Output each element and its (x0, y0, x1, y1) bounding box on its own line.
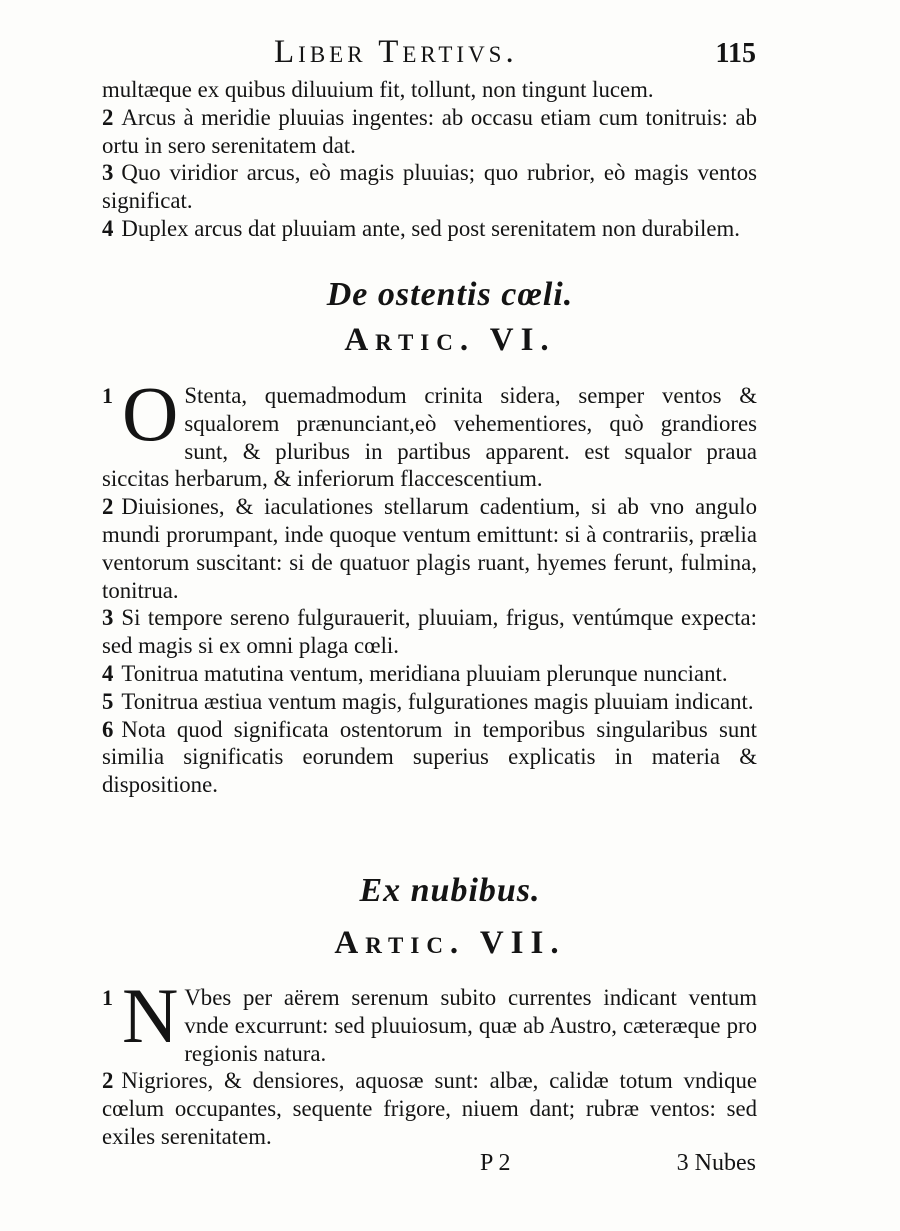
paragraph-number: 1 (102, 985, 113, 1010)
paragraph-number: 2 (102, 104, 114, 130)
article-heading: Artic. VI. (344, 322, 556, 358)
page-number: 115 (715, 38, 756, 69)
paragraph (102, 104, 757, 160)
paragraph-text: Tonitrua matutina ventum, meridiana pluuiam plerunque nunciant. (121, 660, 728, 686)
paragraph-text: Stenta, quemadmodum crinita sidera, semper ventos & squalorem prænunciant,eò vehementiores, quò grandiores sunt, & pluribus in partibus apparent. est squalor praua siccitas herbarum, & inferiorum flaccescentium. (102, 383, 757, 492)
paragraph-text: Diuisiones, & iaculationes stellarum cadentium, si ab vno angulo mundi prorumpant, inde quoque ventum emittunt: si à contrariis, prælia ventorum suscitant: si de quatuor plagis ruant, hyemes ferunt, fulmina, tonitrua. (102, 494, 757, 603)
paragraph-number: 4 (102, 660, 114, 686)
running-header (250, 30, 760, 74)
previous-article-text (102, 76, 757, 243)
paragraph (102, 688, 757, 716)
paragraph-number: 4 (102, 215, 114, 241)
paragraph (102, 493, 757, 604)
article-6-text (102, 370, 757, 799)
running-title: Liber Tertivs. (274, 34, 518, 70)
paragraph-text: Nota quod significata ostentorum in temporibus singularibus sunt similia significatis eorundem superius explicatis in materia & dispositione. (102, 716, 757, 798)
paragraph-text: Arcus à meridie pluuias ingentes: ab occasu etiam cum tonitruis: ab ortu in sero serenitatem dat. (102, 104, 757, 158)
paragraph-text: Vbes per aërem serenum subito currentes indicant ventum vnde excurrunt: sed pluuiosum, quæ ab Austro, cæteræque pro regionis natura. (184, 985, 757, 1066)
article-heading: Artic. VII. (334, 925, 566, 961)
paragraph (102, 370, 757, 493)
page-footer (470, 1150, 760, 1186)
paragraph-text: Si tempore sereno fulgurauerit, pluuiam, frigus, ventúmque expecta: sed magis si ex omni plaga cœli. (102, 605, 757, 659)
paragraph (102, 76, 757, 104)
drop-cap: N (122, 972, 179, 1059)
paragraph-text: Quo viridior arcus, eò magis pluuias; quo rubrior, eò magis ventos significat. (102, 160, 757, 214)
paragraph (102, 604, 757, 660)
paragraph-number: 3 (102, 605, 114, 631)
paragraph-text: Tonitrua æstiua ventum magis, fulgurationes magis pluuiam indicant. (121, 688, 754, 714)
catchword: 3 Nubes (676, 1150, 756, 1176)
drop-cap: O (122, 370, 179, 457)
paragraph-text: multæque ex quibus diluuium fit, tollunt, non tingunt lucem. (102, 77, 654, 102)
paragraph-number: 2 (102, 1068, 114, 1094)
paragraph-number: 3 (102, 160, 114, 186)
paragraph (102, 159, 757, 215)
paragraph-text: Nigriores, & densiores, aquosæ sunt: albæ, calidæ totum vndique cœlum occupantes, sequente frigore, niuem dant; rubræ ventos: sed exiles serenitatem. (102, 1068, 757, 1149)
paragraph (102, 716, 757, 799)
paragraph-number: 1 (102, 383, 113, 408)
paragraph (102, 660, 757, 688)
paragraph (102, 972, 757, 1067)
paragraph (102, 215, 757, 243)
section-heading: De ostentis cœli. (326, 276, 574, 313)
paragraph-number: 5 (102, 688, 114, 714)
signature-mark: P 2 (480, 1150, 511, 1176)
paragraph (102, 1067, 757, 1150)
section-heading: Ex nubibus. (359, 872, 541, 909)
paragraph-number: 2 (102, 494, 114, 520)
paragraph-text: Duplex arcus dat pluuiam ante, sed post serenitatem non durabilem. (121, 215, 740, 241)
paragraph-number: 6 (102, 716, 114, 742)
article-7-text (102, 972, 757, 1151)
